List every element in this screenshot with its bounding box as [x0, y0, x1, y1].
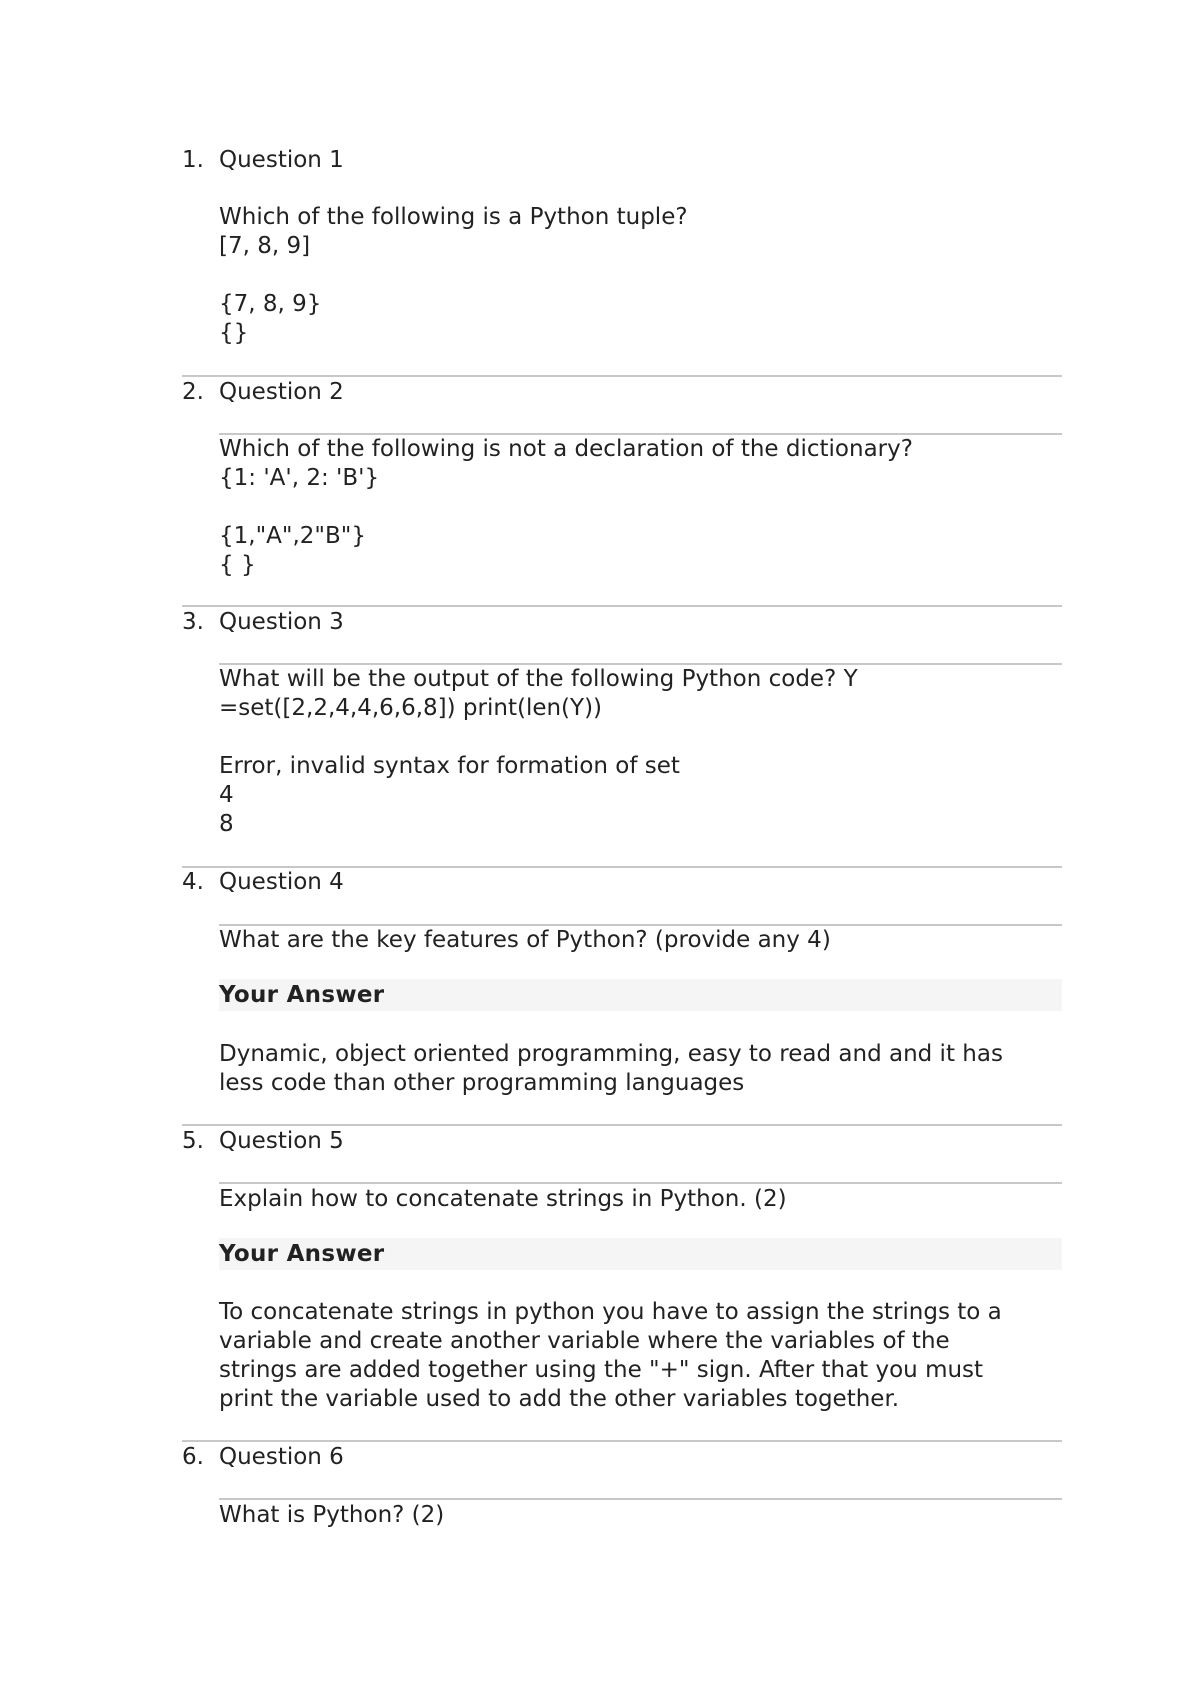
question-2 [182, 378, 1062, 407]
question-1-body [219, 203, 1062, 348]
question-title: Question 2 [219, 379, 344, 405]
question-3-header [182, 608, 1062, 637]
question-title: Question 6 [219, 1444, 344, 1470]
answer-line: strings are added together using the "+" sign. After that you must [219, 1357, 984, 1383]
answer-line: Dynamic, object oriented programming, easy to read and and it has [219, 1041, 1003, 1067]
question-6 [182, 1443, 1062, 1472]
question-prompt: What are the key features of Python? (provide any 4) [219, 927, 831, 953]
divider [219, 1182, 1062, 1184]
answer-line: print the variable used to add the other variables together. [219, 1386, 900, 1412]
answer-text [219, 1040, 1062, 1098]
question-prompt: Explain how to concatenate strings in Python. (2) [219, 1186, 787, 1212]
answer-option[interactable]: 4 [219, 782, 234, 808]
question-number: 3. [182, 609, 204, 635]
question-4-body [219, 926, 1062, 955]
question-title: Question 1 [219, 147, 344, 173]
your-answer-label: Your Answer [219, 979, 1062, 1011]
answer-option[interactable]: {1,"A",2"B"} [219, 523, 366, 549]
divider [182, 375, 1062, 377]
question-4 [182, 868, 1062, 897]
divider [182, 1440, 1062, 1442]
question-3-body [219, 665, 1062, 839]
answer-option[interactable]: {7, 8, 9} [219, 291, 322, 317]
answer-text [219, 1298, 1062, 1414]
question-5-header [182, 1127, 1062, 1156]
question-prompt-line: =set([2,2,4,4,6,6,8]) print(len(Y)) [219, 695, 603, 721]
question-4-header [182, 868, 1062, 897]
question-number: 5. [182, 1128, 204, 1154]
question-6-body [219, 1501, 1062, 1530]
answer-option[interactable]: { } [219, 552, 256, 578]
answer-line: less code than other programming languages [219, 1070, 745, 1096]
question-prompt: Which of the following is not a declaration of the dictionary? [219, 436, 913, 462]
question-5 [182, 1127, 1062, 1156]
question-prompt: What is Python? (2) [219, 1502, 445, 1528]
answer-line: variable and create another variable where the variables of the [219, 1328, 950, 1354]
question-number: 1. [182, 147, 204, 173]
answer-line: To concatenate strings in python you have to assign the strings to a [219, 1299, 1002, 1325]
question-1 [182, 146, 1062, 346]
answer-option[interactable]: {1: 'A', 2: 'B'} [219, 465, 380, 491]
question-2-body [219, 435, 1062, 580]
divider [182, 1124, 1062, 1126]
question-3 [182, 608, 1062, 637]
divider [182, 605, 1062, 607]
question-2-header [182, 378, 1062, 407]
answer-option[interactable]: 8 [219, 811, 234, 837]
question-number: 6. [182, 1444, 204, 1470]
your-answer-label: Your Answer [219, 1238, 1062, 1270]
question-title: Question 5 [219, 1128, 344, 1154]
question-prompt-line: What will be the output of the following Python code? Y [219, 666, 858, 692]
question-title: Question 4 [219, 869, 344, 895]
question-1-header [182, 146, 1062, 175]
question-title: Question 3 [219, 609, 344, 635]
question-number: 2. [182, 379, 204, 405]
answer-option[interactable]: [7, 8, 9] [219, 233, 311, 259]
answer-option[interactable]: {} [219, 320, 249, 346]
question-5-body [219, 1185, 1062, 1214]
divider [219, 1498, 1062, 1500]
answer-option[interactable]: Error, invalid syntax for formation of set [219, 753, 680, 779]
question-6-header [182, 1443, 1062, 1472]
question-number: 4. [182, 869, 204, 895]
question-prompt: Which of the following is a Python tuple? [219, 204, 688, 230]
